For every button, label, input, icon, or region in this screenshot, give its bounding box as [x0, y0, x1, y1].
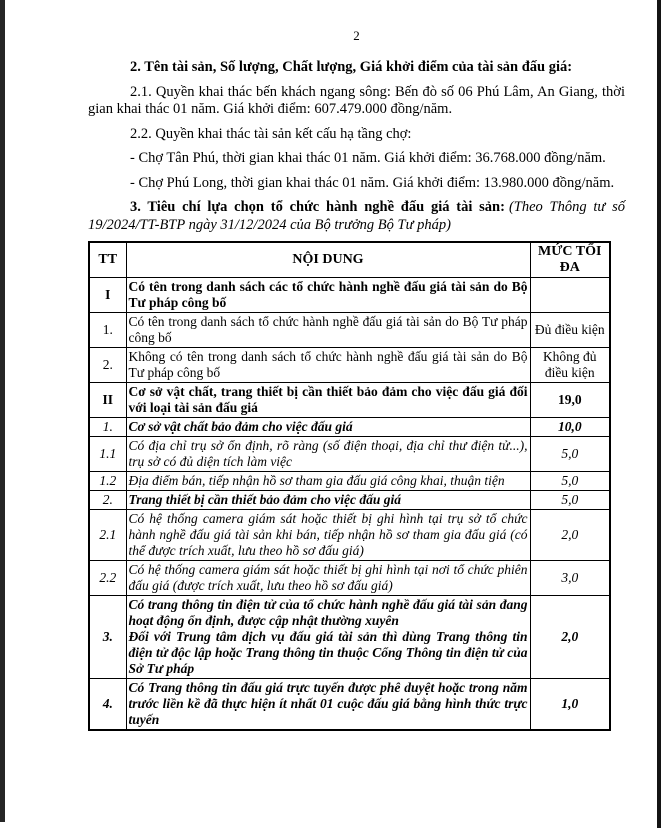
page-content	[88, 0, 625, 731]
cell-content	[126, 596, 530, 679]
table-header-row	[89, 242, 610, 278]
cell-content: Trang thiết bị cần thiết bảo đảm cho việc đấu giá	[126, 491, 530, 510]
section-heading-assets: 2. Tên tài sản, Số lượng, Chất lượng, Giá khởi điểm của tài sản đấu giá:	[130, 59, 573, 75]
table-row-2	[89, 348, 610, 383]
cell-max: 2,0	[530, 510, 610, 561]
cell-content: Có hệ thống camera giám sát hoặc thiết bị ghi hình tại trụ sở tổ chức hành nghề đấu giá tài sản khi bán, tiếp nhận hồ sơ tham gia đấu giá (có thể được trích xuất, lưu theo hồ sơ đấu giá)	[126, 510, 530, 561]
cell-tt: 2.2	[89, 561, 126, 596]
cell-tt: 1.1	[89, 437, 126, 472]
cell-max: Đủ điều kiện	[530, 313, 610, 348]
cell-content: Cơ sở vật chất, trang thiết bị cần thiết bảo đảm cho việc đấu giá đối với loại tài sản đấu giá	[126, 383, 530, 418]
table-row-1-2	[89, 472, 610, 491]
page-number: 2	[353, 28, 360, 43]
table-row-4	[89, 679, 610, 731]
cell-max: 5,0	[530, 472, 610, 491]
criteria-heading-note: (Theo Thông tư số 19/2024/TT-BTP ngày 31/12/2024 của Bộ trưởng Bộ Tư pháp)	[88, 199, 625, 233]
table-row-sub1	[89, 418, 610, 437]
list-item-cho-phu-long: - Chợ Phú Long, thời gian khai thác 01 năm. Giá khởi điểm: 13.980.000 đồng/năm.	[130, 174, 615, 191]
criteria-heading-text: 3. Tiêu chí lựa chọn tổ chức hành nghề đấu giá tài sản:	[130, 199, 505, 215]
cell-content: Không có tên trong danh sách tổ chức hành nghề đấu giá tài sản do Bộ Tư pháp công bố	[126, 348, 530, 383]
cell-content: Cơ sở vật chất bảo đảm cho việc đấu giá	[126, 418, 530, 437]
table-row-1	[89, 313, 610, 348]
table-row-2-2	[89, 561, 610, 596]
cell-tt: 1.2	[89, 472, 126, 491]
criteria-table	[88, 241, 611, 731]
page-edge-left-bar	[0, 0, 5, 822]
paragraph-right-2-1: 2.1. Quyền khai thác bến khách ngang sông: Bến đò số 06 Phú Lâm, An Giang, thời gian khai thác 01 năm. Giá khởi điểm: 607.479.000 đồng/năm.	[88, 83, 625, 117]
cell-content: Địa điểm bán, tiếp nhận hồ sơ tham gia đấu giá công khai, thuận tiện	[126, 472, 530, 491]
cell-tt: 4.	[89, 679, 126, 731]
cell-tt: 1.	[89, 418, 126, 437]
table-row-3	[89, 596, 610, 679]
cell-max	[530, 278, 610, 313]
page-edge-right-bar	[657, 0, 661, 828]
column-header-content: NỘI DUNG	[126, 242, 530, 278]
paragraph-right-2-2: 2.2. Quyền khai thác tài sản kết cấu hạ tầng chợ:	[130, 125, 412, 142]
cell-content: Có tên trong danh sách các tổ chức hành nghề đấu giá tài sản do Bộ Tư pháp công bố	[126, 278, 530, 313]
cell-max: 1,0	[530, 679, 610, 731]
section-heading-criteria	[88, 199, 625, 234]
cell-content: Có tên trong danh sách tổ chức hành nghề đấu giá tài sản do Bộ Tư pháp công bố	[126, 313, 530, 348]
cell-max: Không đủ điều kiện	[530, 348, 610, 383]
cell-tt: I	[89, 278, 126, 313]
table-row-sub2	[89, 491, 610, 510]
cell-content-paragraph-1: Có trang thông tin điện tử của tổ chức hành nghề đấu giá tài sản đang hoạt động ổn định, được cập nhật thường xuyên	[128, 597, 528, 628]
column-header-max: MỨC TỐI ĐA	[530, 242, 610, 278]
cell-tt: 2.	[89, 348, 126, 383]
cell-max: 10,0	[530, 418, 610, 437]
cell-max: 5,0	[530, 437, 610, 472]
cell-content: Có hệ thống camera giám sát hoặc thiết bị ghi hình tại nơi tổ chức phiên đấu giá (được trích xuất, lưu theo hồ sơ đấu giá)	[126, 561, 530, 596]
cell-tt: 2.	[89, 491, 126, 510]
table-row-II	[89, 383, 610, 418]
cell-max: 2,0	[530, 596, 610, 679]
cell-max: 3,0	[530, 561, 610, 596]
cell-max: 5,0	[530, 491, 610, 510]
column-header-tt: TT	[89, 242, 126, 278]
cell-content-paragraph-2: Đối với Trung tâm dịch vụ đấu giá tài sản thì dùng Trang thông tin điện tử độc lập hoặc Trang thông tin thuộc Cổng Thông tin điện tử của Sở Tư pháp	[128, 629, 528, 676]
cell-max: 19,0	[530, 383, 610, 418]
cell-tt: 3.	[89, 596, 126, 679]
table-row-1-1	[89, 437, 610, 472]
cell-tt: 2.1	[89, 510, 126, 561]
cell-content: Có Trang thông tin đấu giá trực tuyến được phê duyệt hoặc trong năm trước liền kề đã thực hiện ít nhất 01 cuộc đấu giá bằng hình thức trực tuyến	[126, 679, 530, 731]
cell-tt: 1.	[89, 313, 126, 348]
cell-content: Có địa chỉ trụ sở ổn định, rõ ràng (số điện thoại, địa chỉ thư điện tử...), trụ sở có đủ diện tích làm việc	[126, 437, 530, 472]
cell-tt: II	[89, 383, 126, 418]
table-row-I	[89, 278, 610, 313]
table-row-2-1	[89, 510, 610, 561]
list-item-cho-tan-phu: - Chợ Tân Phú, thời gian khai thác 01 năm. Giá khởi điểm: 36.768.000 đồng/năm.	[130, 150, 606, 166]
